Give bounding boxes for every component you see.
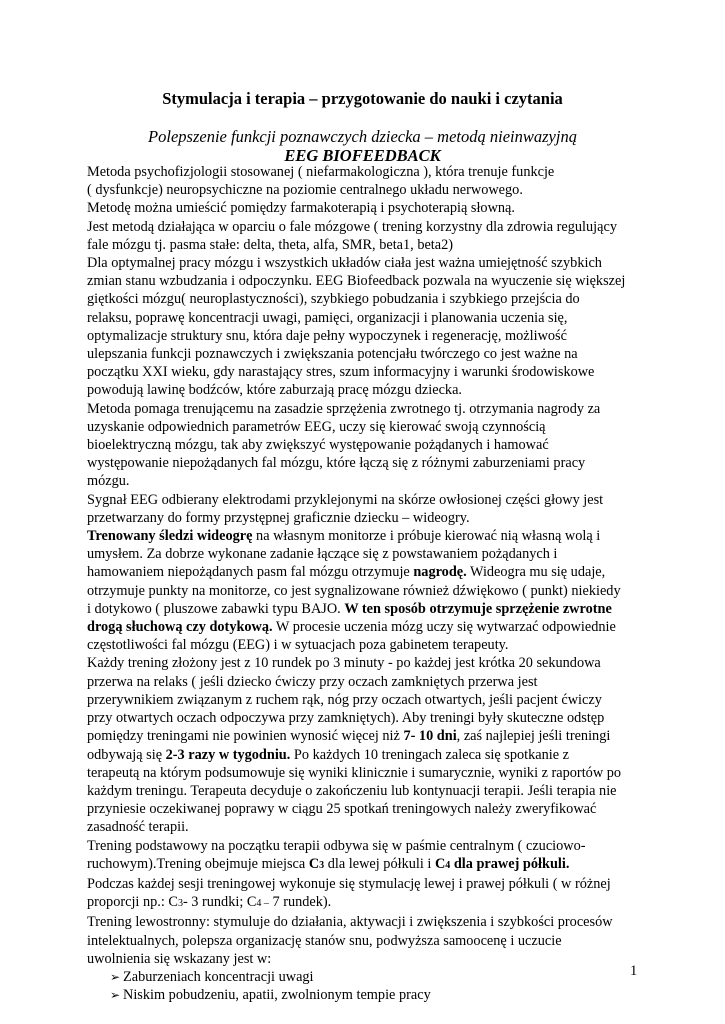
text-line: optymalizacje struktury snu, która daje pełny wypoczynek i regenerację, możliwość (87, 327, 567, 344)
text-span: 7 rundek). (268, 894, 332, 911)
text-line: otrzymuje punkty na monitorze, co jest sygnalizowane również dźwiękowo ( punkt) niekiedy (87, 582, 621, 599)
text-line: powodują lawinę bodźców, które zaburzają pracę mózgu dziecka. (87, 382, 462, 399)
text-span: ruchowym).Trening obejmuje miejsca (87, 855, 309, 872)
arrow-bullet-icon: ➢ (110, 969, 121, 984)
text-line: mózgu. (87, 473, 130, 490)
text-span: , zaś najlepiej jeśli treningi (456, 728, 611, 745)
subscript-text: 3 (319, 859, 325, 871)
text-line (87, 563, 642, 581)
bold-text: C (308, 855, 320, 872)
text-span: na własnym monitorze i próbuje kierować nią własną wolą i (252, 528, 601, 545)
text-line: zasadność terapii. (87, 819, 189, 836)
text-line: umysłem. Za dobrze wykonane zadanie łączące się z powstawaniem pożądanych i (87, 546, 558, 563)
text-line: przerywnikiem związanym z ruchem rąk, nóg przy oczach otwartych, jeśli pacjent ćwiczy (87, 691, 602, 708)
text-line: częstotliwości fal mózgu (EEG) i w sytuacjach poza gabinetem terapeuty. (87, 637, 509, 654)
bold-text: 7- 10 dni (403, 728, 457, 745)
subscript-text: 4 – (256, 898, 269, 910)
text-line: Dla optymalnej pracy mózgu i wszystkich układów ciała jest ważna umiejętność szybkich (87, 255, 602, 272)
text-span: Po każdych 10 treningach zaleca się spotkanie z (290, 746, 570, 763)
text-line: bioelektryczną mózgu, tak aby zwiększyć występowanie pożądanych i hamować (87, 437, 549, 454)
text-line (87, 618, 642, 636)
bold-text: C (434, 855, 446, 872)
bold-text: W ten sposób otrzymuje sprzężenie zwrotne (344, 600, 612, 617)
text-line (87, 893, 642, 913)
text-line: ( dysfunkcje) neuropsychiczne na poziomie centralnego układu nerwowego. (87, 182, 523, 199)
text-line: uwolnienia się wskazany jest w: (87, 950, 272, 967)
text-span: dla lewej półkuli i (324, 855, 435, 872)
text-span: pomiędzy treningami nie powinien wynosić więcej niż (87, 728, 404, 745)
text-line: Metoda psychofizjologii stosowanej ( niefarmakologiczna ), która trenuje funkcje (87, 164, 555, 180)
text-line: Jest metodą działająca w oparciu o fale mózgowe ( trening korzystny dla zdrowia regulujący (87, 218, 617, 235)
subscript-text: 4 (445, 859, 451, 871)
text-line: przerwa na relaks ( jeśli dziecko ćwiczy przy oczach zamkniętych przerwa jest (87, 673, 538, 690)
text-line: Trening podstawowy na początku terapii odbywa się w paśmie centralnym ( czuciowo- (87, 837, 586, 854)
text-line: ulepszania funkcji poznawczych i zwiększania potencjału twórczego co jest ważne na (87, 346, 578, 363)
text-line: intelektualnych, polepsza organizację stanów snu, podwyższa samoocenę i uczucie (87, 932, 562, 949)
text-span: i dotykowo ( pluszowe zabawki typu BAJO. (87, 600, 345, 617)
text-line: relaksu, poprawę koncentracji uwagi, pamięci, organizacji i planowania uczenia się, (87, 309, 568, 326)
text-line: Metodę można umieścić pomiędzy farmakoterapią i psychoterapią słowną. (87, 200, 515, 217)
bold-text: drogą słuchową czy dotykową. (87, 619, 273, 636)
text-line: każdym treningu. Terapeuta decyduje o zakończeniu lub kontynuacji terapii. Jeśli terapia nie (87, 782, 617, 799)
document-body (87, 163, 642, 1004)
bold-text: Trenowany śledzi wideogrę (87, 528, 253, 545)
text-line (87, 855, 642, 875)
text-span: - 3 rundki; C (182, 894, 257, 911)
bullet-list (87, 968, 642, 1004)
text-line: początku XXI wieku, gdy narastający stres, szum informacyjny i warunki środowiskowe (87, 364, 595, 381)
list-item (87, 968, 642, 986)
document-title: Stymulacja i terapia – przygotowanie do nauki i czytania (162, 89, 563, 108)
list-item-text: Zaburzeniach koncentracji uwagi (123, 968, 314, 985)
text-line: przyniesie oczekiwanej poprawy w ciągu 25 spotkań treningowych należy zweryfikować (87, 801, 597, 818)
subscript-text: 3 (177, 898, 183, 910)
text-line: Podczas każdej sesji treningowej wykonuje się stymulację lewej i prawej półkuli ( w różnej (87, 875, 611, 892)
text-line: fale mózgu tj. pasma stałe: delta, theta, alfa, SMR, beta1, beta2) (87, 236, 454, 253)
text-line: zmian stanu wzbudzania i odpoczynku. EEG Biofeedback pozwala na wyuczenie się większej (87, 273, 626, 290)
document-subtitle: Polepszenie funkcji poznawczych dziecka – metodą nieinwazyjną (148, 127, 577, 146)
text-line: Trening lewostronny: stymuluje do działania, aktywacji i zwiększenia i szybkości procesów (87, 914, 613, 931)
list-item-text: Niskim pobudzeniu, apatii, zwolnionym tempie pracy (123, 987, 431, 1004)
list-item (87, 986, 642, 1004)
text-line: giętkości mózgu( neuroplastyczności), szybkiego pobudzania i szybkiego przejścia do (87, 291, 580, 308)
text-line: Sygnał EEG odbierany elektrodami przyklejonymi na skórze owłosionej części głowy jest (87, 491, 604, 508)
text-span: odbywają się (87, 746, 166, 763)
text-line: terapeutą na którym podsumowuje się wyniki klinicznie i sumarycznie, wyniki z raportów po (87, 764, 622, 781)
text-span: W procesie uczenia mózg uczy się wytwarzać odpowiednie (272, 619, 616, 636)
text-line (87, 746, 642, 764)
text-line: występowanie niepożądanych fal mózgu, które łączą się z różnymi zaburzeniami pracy (87, 455, 586, 472)
arrow-bullet-icon: ➢ (110, 988, 121, 1003)
bold-text: nagrodę. (413, 564, 467, 581)
text-span: hamowaniem niepożądanych pasm fal mózgu otrzymuje (87, 564, 414, 581)
text-line: uzyskanie odpowiednich parametrów EEG, uczy się kierować swoją czynnością (87, 418, 546, 435)
text-line (87, 527, 642, 545)
text-span: proporcji np.: C (87, 894, 178, 911)
text-line: przetwarzany do formy przystępnej graficznie dziecku – wideogry. (87, 509, 470, 526)
document-subtitle-eeg: EEG BIOFEEDBACK (284, 146, 441, 165)
text-line: przy otwartych oczach odpoczywa przy zamkniętych). Aby treningi były skuteczne odstęp (87, 710, 605, 727)
text-line (87, 727, 642, 745)
text-span: Wideogra mu się udaje, (466, 564, 606, 581)
bold-text: dla prawej półkuli. (450, 855, 570, 872)
text-line: Metoda pomaga trenującemu na zasadzie sprzężenia zwrotnego tj. otrzymania nagrody za (87, 400, 601, 417)
text-line: Każdy trening złożony jest z 10 rundek po 3 minuty - po każdej jest krótka 20 sekundowa (87, 655, 601, 672)
page-number: 1 (630, 963, 638, 979)
bold-text: 2-3 razy w tygodniu. (165, 746, 291, 763)
text-line (87, 600, 642, 618)
